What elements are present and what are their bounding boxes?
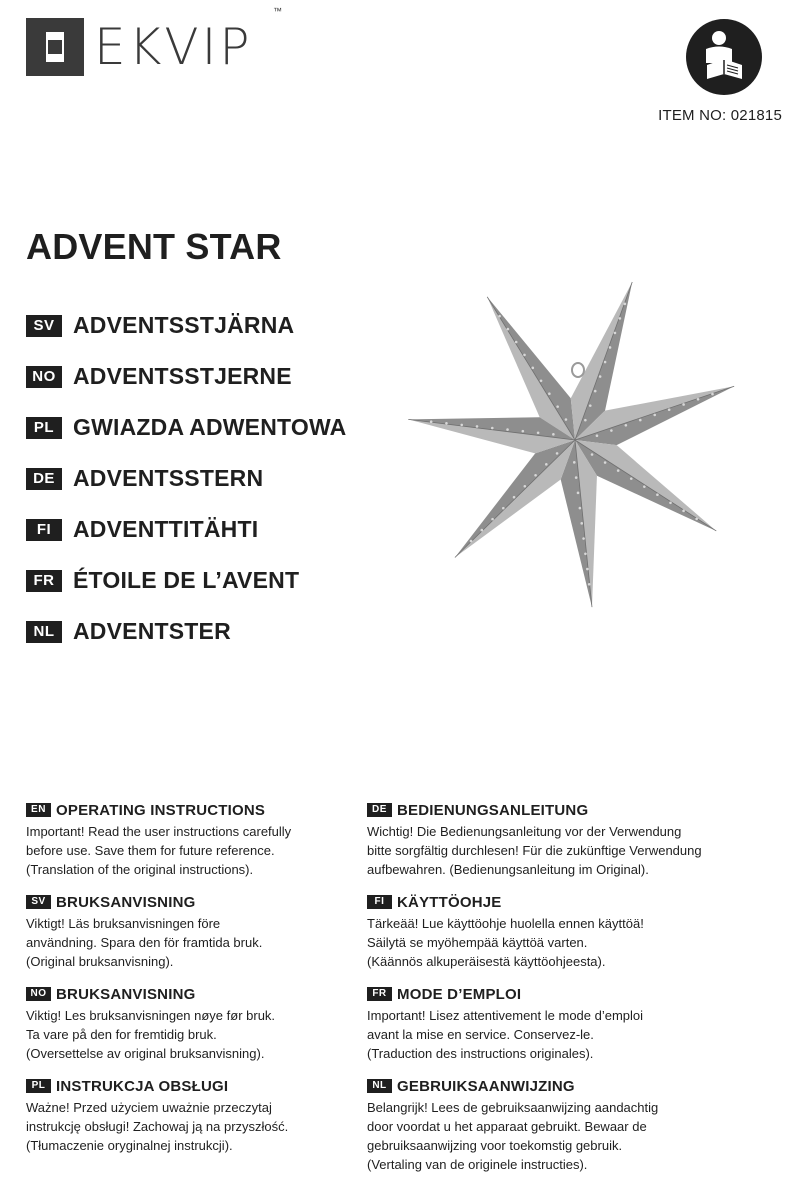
star-perforation: [624, 303, 627, 306]
translated-title-text: ADVENTSTER: [73, 618, 231, 644]
language-badge: PL: [26, 1079, 51, 1093]
section-text-line: Ta vare på den for fremtidig bruk.: [26, 1027, 217, 1042]
star-perforation: [582, 537, 585, 540]
star-perforation: [531, 367, 534, 370]
star-perforation: [515, 341, 518, 344]
section-text-line: Belangrijk! Lees de gebruiksaanwijzing aandachtig: [367, 1100, 659, 1115]
star-perforation: [630, 477, 633, 480]
star-perforation: [491, 427, 494, 430]
translated-title-text: ADVENTSSTJERNE: [73, 363, 292, 389]
star-perforation: [502, 507, 505, 510]
translated-title-de: [26, 453, 346, 504]
section-title: INSTRUKCJA OBSŁUGI: [56, 1077, 229, 1095]
star-perforation: [540, 379, 543, 382]
section-text-line: aufbewahren. (Bedienungsanleitung im Original).: [367, 862, 649, 877]
section-text-line: Tärkeää! Lue käyttöohje huolella ennen käyttöä!: [367, 916, 644, 931]
star-perforation: [653, 414, 656, 417]
star-perforation: [522, 430, 525, 433]
translated-title-text: ADVENTSSTJÄRNA: [73, 312, 295, 338]
star-perforation: [573, 461, 576, 464]
star-perforation: [668, 408, 671, 411]
instruction-section-pl: [26, 1076, 366, 1155]
translated-title-fr: [26, 555, 346, 606]
translated-title-text: ADVENTSSTERN: [73, 465, 264, 491]
translated-title-text: ADVENTTITÄHTI: [73, 516, 259, 542]
section-title: BRUKSANVISNING: [56, 985, 196, 1003]
section-text-line: Ważne! Przed użyciem uważnie przeczytaj: [26, 1100, 272, 1115]
language-badge: SV: [26, 895, 51, 909]
language-badge: DE: [26, 468, 62, 490]
language-badge: NO: [26, 987, 51, 1001]
language-badge: FI: [367, 895, 392, 909]
star-perforation: [534, 474, 537, 477]
star-perforation: [445, 422, 448, 425]
star-perforation: [575, 476, 578, 479]
star-perforation: [589, 404, 592, 407]
section-text-line: användning. Spara den för framtida bruk.: [26, 935, 263, 950]
section-text-line: Important! Read the user instructions carefully: [26, 824, 292, 839]
star-perforation: [591, 453, 594, 456]
language-badge: PL: [26, 417, 62, 439]
star-perforation: [579, 507, 582, 510]
language-badge: SV: [26, 315, 62, 337]
star-perforation: [588, 583, 591, 586]
star-perforation: [524, 485, 527, 488]
star-perforation: [625, 424, 628, 427]
translated-title-text: ÉTOILE DE L’AVENT: [73, 567, 300, 593]
star-perforation: [556, 452, 559, 455]
star-perforation: [470, 540, 473, 543]
star-perforation: [537, 431, 540, 434]
star-perforation: [584, 419, 587, 422]
instructions-right-column: [367, 800, 707, 1187]
language-badge: FR: [26, 570, 62, 592]
star-perforation: [523, 354, 526, 357]
advent-star-image-icon: [400, 270, 750, 610]
section-title: BEDIENUNGSANLEITUNG: [397, 801, 589, 819]
star-perforation: [695, 518, 698, 521]
section-text-line: (Original bruksanvisning).: [26, 954, 174, 969]
translated-titles-list: [26, 300, 346, 657]
star-perforation: [476, 425, 479, 428]
section-text-line: avant la mise en service. Conservez-le.: [367, 1027, 594, 1042]
page-title: ADVENT STAR: [26, 226, 282, 267]
language-badge: DE: [367, 803, 392, 817]
star-perforation: [548, 392, 551, 395]
section-title: OPERATING INSTRUCTIONS: [56, 801, 266, 819]
star-perforation: [491, 518, 494, 521]
section-text-line: instrukcję obsługi! Zachowaj ją na przyszłość.: [26, 1119, 289, 1134]
star-perforation: [507, 328, 510, 331]
translated-title-pl: [26, 402, 346, 453]
star-perforation: [580, 522, 583, 525]
section-text-line: before use. Save them for future reference.: [26, 843, 275, 858]
star-perforation: [617, 469, 620, 472]
star-perforation: [460, 424, 463, 427]
section-text-line: (Oversettelse av original bruksanvisning).: [26, 1046, 265, 1061]
section-text-line: (Vertaling van de originele instructies).: [367, 1157, 588, 1172]
section-text-line: bitte sorgfältig durchlesen! Für die zukünftige Verwendung: [367, 843, 702, 858]
star-perforation: [604, 461, 607, 464]
trademark-symbol: ™: [273, 6, 282, 16]
star-perforation: [594, 390, 597, 393]
language-badge: FR: [367, 987, 392, 1001]
instructions-left-column: [26, 800, 366, 1168]
language-badge: FI: [26, 519, 62, 541]
star-perforation: [506, 428, 509, 431]
item-number: ITEM NO: 021815: [658, 107, 782, 124]
star-perforation: [545, 463, 548, 466]
section-text-line: Viktigt! Läs bruksanvisningen före: [26, 916, 221, 931]
section-text-line: door voordat u het apparaat gebruikt. Bewaar de: [367, 1119, 647, 1134]
ekvip-logo-mark-icon: [26, 18, 84, 76]
star-perforation: [609, 346, 612, 349]
star-perforation: [711, 393, 714, 396]
section-text-line: (Käännös alkuperäisestä käyttöohjeesta).: [367, 954, 606, 969]
star-perforation: [577, 492, 580, 495]
section-title: GEBRUIKSAANWIJZING: [397, 1077, 575, 1095]
translated-title-no: [26, 351, 346, 402]
star-perforation: [552, 433, 555, 436]
star-perforation: [610, 429, 613, 432]
star-perforation: [656, 493, 659, 496]
section-title: BRUKSANVISNING: [56, 893, 196, 911]
translated-title-sv: [26, 300, 346, 351]
star-perforation: [584, 552, 587, 555]
translated-title-nl: [26, 606, 346, 657]
star-ridge: [455, 440, 575, 557]
section-text-line: gebruiksaanwijzing voor toekomstig gebruik.: [367, 1138, 623, 1153]
star-perforation: [565, 418, 568, 421]
instruction-section-en: [26, 800, 366, 879]
star-perforation: [604, 361, 607, 364]
star-perforation: [639, 419, 642, 422]
translated-title-text: GWIAZDA ADWENTOWA: [73, 414, 347, 440]
instruction-section-no: [26, 984, 366, 1063]
star-perforation: [480, 529, 483, 532]
star-perforation: [614, 332, 617, 335]
star-perforation: [599, 375, 602, 378]
instruction-section-fi: [367, 892, 707, 971]
star-perforation: [498, 315, 501, 318]
section-text-line: Säilytä se myöhempää käyttöä varten.: [367, 935, 588, 950]
star-perforation: [682, 403, 685, 406]
brand-logo: [26, 18, 252, 76]
star-perforation: [596, 434, 599, 437]
section-text-line: (Tłumaczenie oryginalnej instrukcji).: [26, 1138, 233, 1153]
instruction-section-nl: [367, 1076, 707, 1174]
section-title: KÄYTTÖOHJE: [397, 893, 502, 911]
star-perforation: [556, 405, 559, 408]
star-perforation: [513, 496, 516, 499]
section-text-line: (Translation of the original instructions).: [26, 862, 254, 877]
star-perforation: [619, 317, 622, 320]
read-manual-icon: [686, 19, 762, 95]
instruction-section-sv: [26, 892, 366, 971]
section-text-line: (Traduction des instructions originales).: [367, 1046, 594, 1061]
star-perforation: [430, 420, 433, 423]
section-text-line: Wichtig! Die Bedienungsanleitung vor der Verwendung: [367, 824, 682, 839]
star-perforation: [643, 485, 646, 488]
language-badge: NL: [26, 621, 62, 643]
section-title: MODE D’EMPLOI: [397, 985, 522, 1003]
language-badge: NL: [367, 1079, 392, 1093]
instruction-section-fr: [367, 984, 707, 1063]
star-perforation: [669, 501, 672, 504]
language-badge: EN: [26, 803, 51, 817]
star-perforation: [697, 398, 700, 401]
star-perforation: [682, 510, 685, 513]
translated-title-fi: [26, 504, 346, 555]
section-text-line: Important! Lisez attentivement le mode d’emploi: [367, 1008, 644, 1023]
section-text-line: Viktig! Les bruksanvisningen nøye før bruk.: [26, 1008, 276, 1023]
language-badge: NO: [26, 366, 62, 388]
star-perforation: [586, 568, 589, 571]
brand-name: EKVIP: [94, 18, 253, 76]
instruction-section-de: [367, 800, 707, 879]
